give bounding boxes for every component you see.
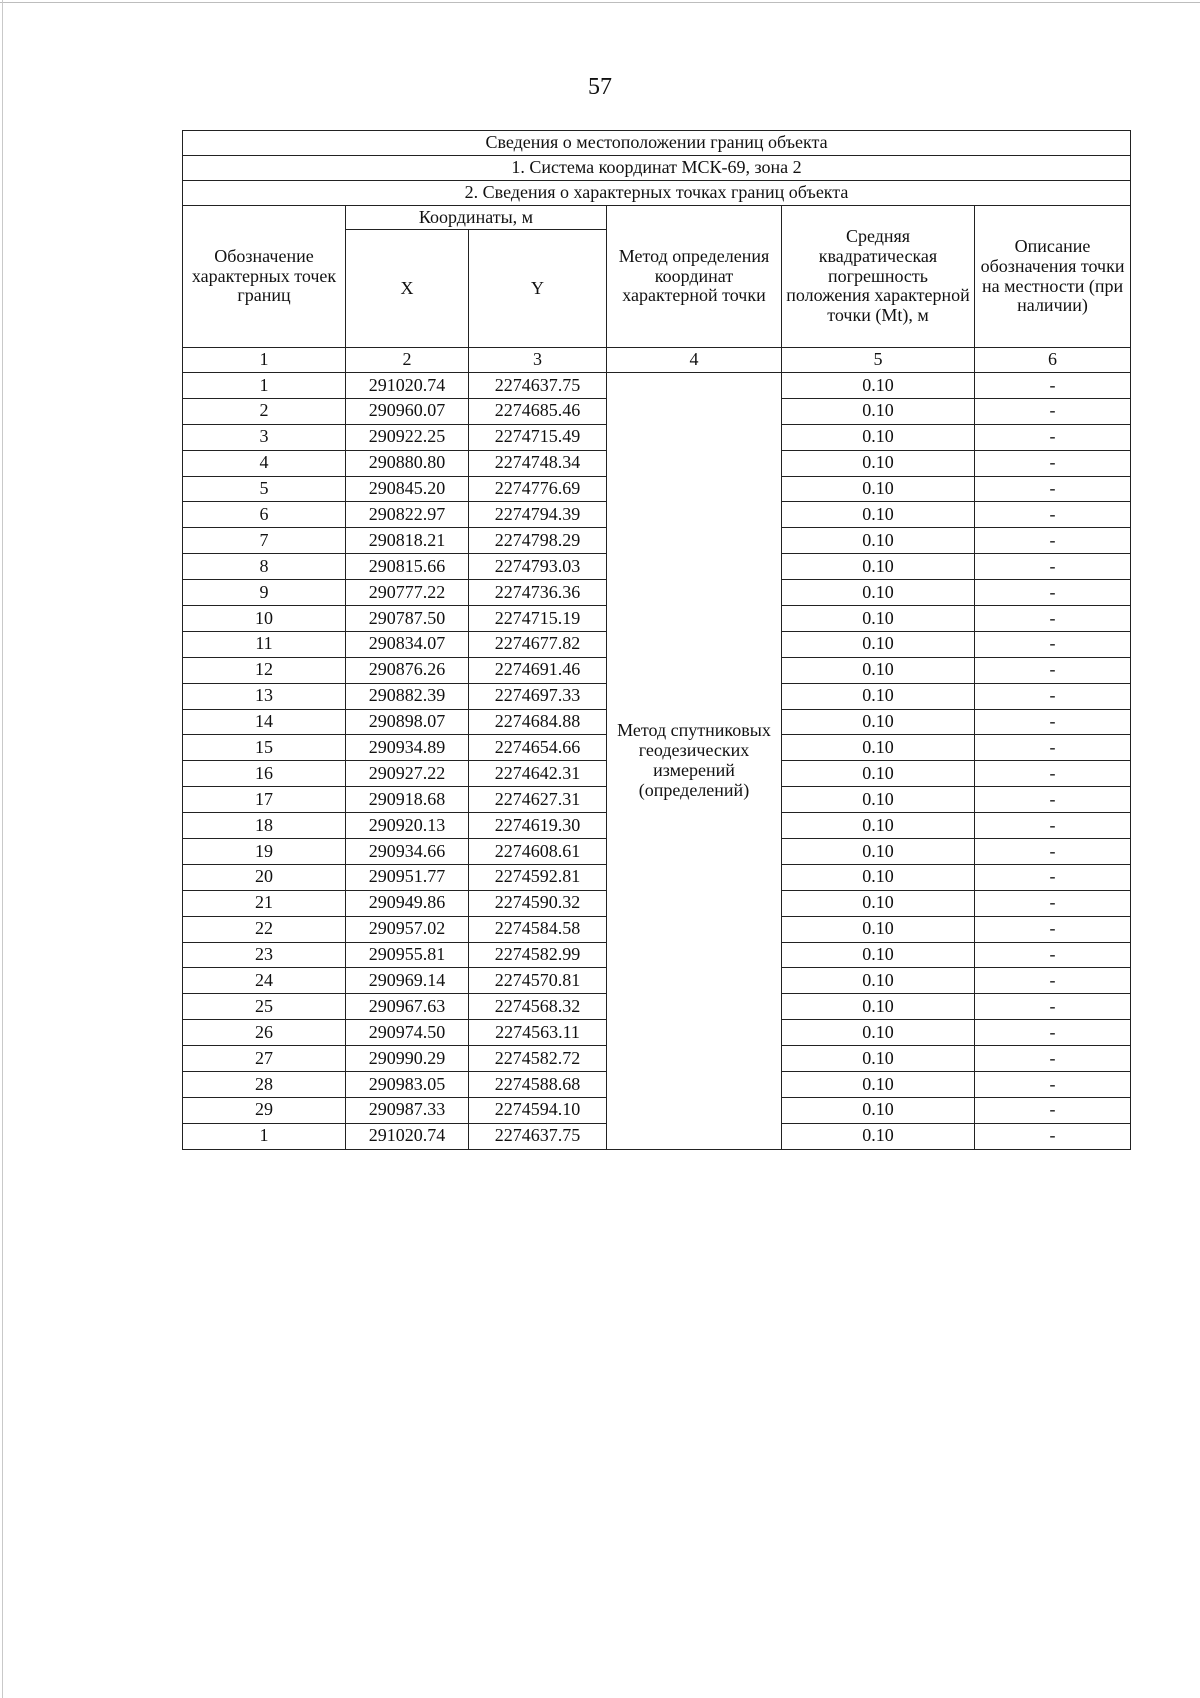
point-number-cell: 19 [183,839,346,865]
description-cell: - [975,1072,1131,1098]
point-number-cell: 10 [183,606,346,632]
point-number-cell: 25 [183,994,346,1020]
header-method: Метод определения координат характерной точки [607,206,782,348]
description-cell: - [975,450,1131,476]
y-cell: 2274685.46 [469,398,607,424]
y-cell: 2274637.75 [469,1123,607,1149]
mt-cell: 0.10 [782,761,975,787]
point-number-cell: 28 [183,1072,346,1098]
y-cell: 2274642.31 [469,761,607,787]
description-cell: - [975,1020,1131,1046]
mt-cell: 0.10 [782,424,975,450]
y-cell: 2274684.88 [469,709,607,735]
point-number-cell: 12 [183,657,346,683]
description-cell: - [975,916,1131,942]
scan-top-edge [0,2,1200,3]
description-cell: - [975,398,1131,424]
mt-cell: 0.10 [782,968,975,994]
description-cell: - [975,373,1131,399]
y-cell: 2274563.11 [469,1020,607,1046]
description-cell: - [975,813,1131,839]
mt-cell: 0.10 [782,709,975,735]
point-number-cell: 4 [183,450,346,476]
x-cell: 290918.68 [346,787,469,813]
column-number: 2 [346,348,469,373]
description-cell: - [975,631,1131,657]
point-number-cell: 14 [183,709,346,735]
column-number: 4 [607,348,782,373]
description-cell: - [975,968,1131,994]
points-heading: 2. Сведения о характерных точках границ объекта [183,181,1131,206]
description-cell: - [975,424,1131,450]
mt-cell: 0.10 [782,398,975,424]
page-number: 57 [588,74,612,100]
point-number-cell: 16 [183,761,346,787]
description-cell: - [975,942,1131,968]
y-cell: 2274568.32 [469,994,607,1020]
x-cell: 290815.66 [346,554,469,580]
y-cell: 2274748.34 [469,450,607,476]
y-cell: 2274590.32 [469,890,607,916]
description-cell: - [975,864,1131,890]
point-number-cell: 20 [183,864,346,890]
x-cell: 290983.05 [346,1072,469,1098]
x-cell: 290927.22 [346,761,469,787]
description-cell: - [975,761,1131,787]
x-cell: 291020.74 [346,1123,469,1149]
description-cell: - [975,709,1131,735]
coordinate-system: 1. Система координат МСК-69, зона 2 [183,156,1131,181]
y-cell: 2274793.03 [469,554,607,580]
mt-cell: 0.10 [782,1072,975,1098]
description-cell: - [975,683,1131,709]
description-cell: - [975,890,1131,916]
x-cell: 290949.86 [346,890,469,916]
point-number-cell: 7 [183,528,346,554]
mt-cell: 0.10 [782,839,975,865]
x-cell: 290920.13 [346,813,469,839]
column-number: 3 [469,348,607,373]
boundary-points-table [182,130,1131,1150]
x-cell: 290990.29 [346,1046,469,1072]
mt-cell: 0.10 [782,1020,975,1046]
y-cell: 2274594.10 [469,1097,607,1123]
x-cell: 291020.74 [346,373,469,399]
mt-cell: 0.10 [782,1123,975,1149]
description-cell: - [975,476,1131,502]
y-cell: 2274584.58 [469,916,607,942]
mt-cell: 0.10 [782,916,975,942]
x-cell: 290957.02 [346,916,469,942]
header-x: X [346,230,469,348]
point-number-cell: 2 [183,398,346,424]
y-cell: 2274619.30 [469,813,607,839]
scan-left-edge [2,0,3,1698]
y-cell: 2274588.68 [469,1072,607,1098]
x-cell: 290955.81 [346,942,469,968]
x-cell: 290876.26 [346,657,469,683]
y-cell: 2274654.66 [469,735,607,761]
point-number-cell: 1 [183,373,346,399]
y-cell: 2274697.33 [469,683,607,709]
point-number-cell: 6 [183,502,346,528]
point-number-cell: 24 [183,968,346,994]
point-number-cell: 27 [183,1046,346,1072]
x-cell: 290951.77 [346,864,469,890]
column-number-row [183,348,1131,373]
y-cell: 2274570.81 [469,968,607,994]
header-error: Средняя квадратическая погрешность положения характерной точки (Mt), м [782,206,975,348]
x-cell: 290987.33 [346,1097,469,1123]
mt-cell: 0.10 [782,1046,975,1072]
description-cell: - [975,1046,1131,1072]
mt-cell: 0.10 [782,528,975,554]
mt-cell: 0.10 [782,580,975,606]
table-title: Сведения о местоположении границ объекта [183,131,1131,156]
mt-cell: 0.10 [782,554,975,580]
point-number-cell: 21 [183,890,346,916]
mt-cell: 0.10 [782,735,975,761]
description-cell: - [975,528,1131,554]
description-cell: - [975,1097,1131,1123]
point-number-cell: 29 [183,1097,346,1123]
description-cell: - [975,580,1131,606]
x-cell: 290922.25 [346,424,469,450]
point-number-cell: 3 [183,424,346,450]
column-number: 6 [975,348,1131,373]
description-cell: - [975,554,1131,580]
x-cell: 290934.89 [346,735,469,761]
column-number: 1 [183,348,346,373]
header-coordinates: Координаты, м [346,206,607,230]
x-cell: 290967.63 [346,994,469,1020]
mt-cell: 0.10 [782,994,975,1020]
y-cell: 2274798.29 [469,528,607,554]
header-description: Описание обозначения точки на местности (при наличии) [975,206,1131,348]
mt-cell: 0.10 [782,787,975,813]
x-cell: 290818.21 [346,528,469,554]
point-number-cell: 13 [183,683,346,709]
description-cell: - [975,1123,1131,1149]
x-cell: 290834.07 [346,631,469,657]
mt-cell: 0.10 [782,864,975,890]
method-cell: Метод спутниковых геодезических измерений (определений) [607,373,782,1150]
mt-cell: 0.10 [782,942,975,968]
column-number: 5 [782,348,975,373]
y-cell: 2274627.31 [469,787,607,813]
y-cell: 2274776.69 [469,476,607,502]
x-cell: 290777.22 [346,580,469,606]
description-cell: - [975,839,1131,865]
y-cell: 2274715.19 [469,606,607,632]
point-number-cell: 15 [183,735,346,761]
mt-cell: 0.10 [782,890,975,916]
description-cell: - [975,994,1131,1020]
point-number-cell: 9 [183,580,346,606]
header-y: Y [469,230,607,348]
x-cell: 290845.20 [346,476,469,502]
mt-cell: 0.10 [782,657,975,683]
mt-cell: 0.10 [782,476,975,502]
x-cell: 290960.07 [346,398,469,424]
y-cell: 2274677.82 [469,631,607,657]
mt-cell: 0.10 [782,631,975,657]
description-cell: - [975,502,1131,528]
header-designation: Обозначение характерных точек границ [183,206,346,348]
mt-cell: 0.10 [782,1097,975,1123]
description-cell: - [975,787,1131,813]
y-cell: 2274582.72 [469,1046,607,1072]
mt-cell: 0.10 [782,683,975,709]
y-cell: 2274608.61 [469,839,607,865]
mt-cell: 0.10 [782,813,975,839]
point-number-cell: 18 [183,813,346,839]
table-row [183,373,1131,399]
x-cell: 290822.97 [346,502,469,528]
description-cell: - [975,735,1131,761]
x-cell: 290934.66 [346,839,469,865]
y-cell: 2274637.75 [469,373,607,399]
y-cell: 2274691.46 [469,657,607,683]
point-number-cell: 8 [183,554,346,580]
description-cell: - [975,657,1131,683]
point-number-cell: 17 [183,787,346,813]
x-cell: 290974.50 [346,1020,469,1046]
mt-cell: 0.10 [782,502,975,528]
mt-cell: 0.10 [782,373,975,399]
y-cell: 2274592.81 [469,864,607,890]
point-number-cell: 23 [183,942,346,968]
mt-cell: 0.10 [782,606,975,632]
x-cell: 290880.80 [346,450,469,476]
y-cell: 2274794.39 [469,502,607,528]
x-cell: 290882.39 [346,683,469,709]
x-cell: 290898.07 [346,709,469,735]
y-cell: 2274736.36 [469,580,607,606]
y-cell: 2274582.99 [469,942,607,968]
mt-cell: 0.10 [782,450,975,476]
point-number-cell: 22 [183,916,346,942]
y-cell: 2274715.49 [469,424,607,450]
point-number-cell: 26 [183,1020,346,1046]
x-cell: 290787.50 [346,606,469,632]
point-number-cell: 1 [183,1123,346,1149]
x-cell: 290969.14 [346,968,469,994]
point-number-cell: 5 [183,476,346,502]
description-cell: - [975,606,1131,632]
point-number-cell: 11 [183,631,346,657]
